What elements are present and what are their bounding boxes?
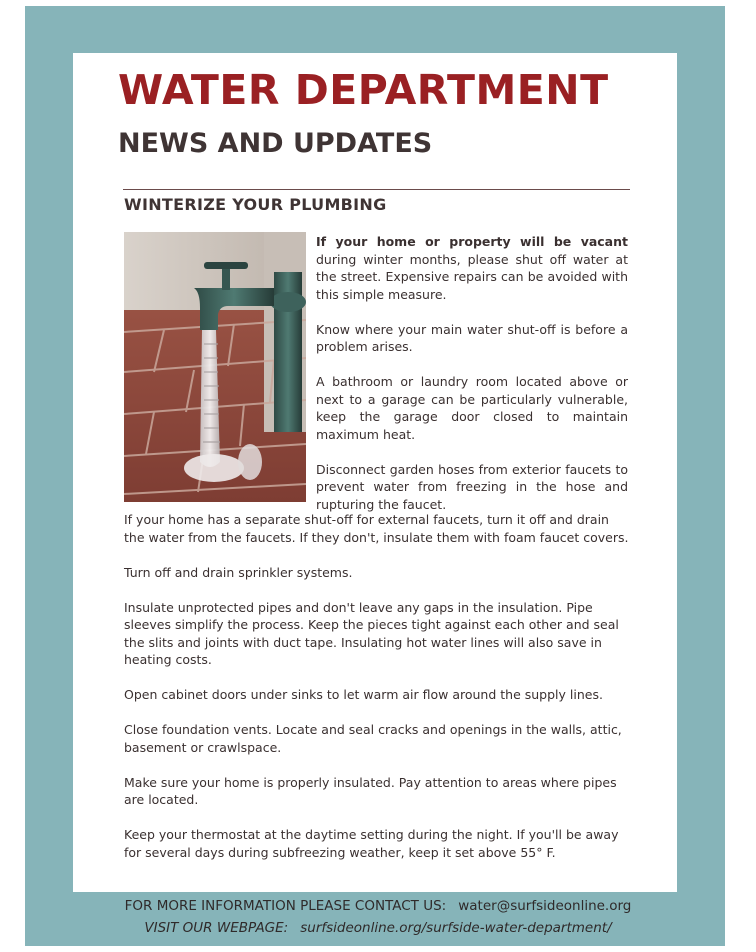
cabinet-doors-paragraph: Open cabinet doors under sinks to let warm air flow around the supply lines. xyxy=(124,687,603,702)
vacant-property-text: during winter months, please shut off water at the street. Expensive repairs can be avoided with this simple measure. xyxy=(316,251,628,302)
home-insulation-paragraph: Make sure your home is properly insulated. Pay attention to areas where pipes are located. xyxy=(124,774,617,807)
frozen-faucet-illustration xyxy=(124,232,306,502)
page-title: WATER DEPARTMENT xyxy=(118,66,609,114)
webpage-line xyxy=(0,920,756,936)
shutoff-paragraph: Know where your main water shut-off is before a problem arises. xyxy=(316,321,628,354)
garage-paragraph: A bathroom or laundry room located above or next to a garage can be particularly vulnerable, keep the garage door closed to maintain maximum heat. xyxy=(316,374,628,442)
vacant-property-paragraph xyxy=(316,233,628,303)
contact-line xyxy=(0,898,756,914)
frozen-faucet-photo xyxy=(124,232,306,502)
intro-column xyxy=(316,233,628,531)
external-faucets-paragraph: If your home has a separate shut-off for external faucets, turn it off and drain the water from the faucets. If they don't, insulate them with foam faucet covers. xyxy=(124,512,629,545)
foundation-vents-paragraph: Close foundation vents. Locate and seal cracks and openings in the walls, attic, basement or crawlspace. xyxy=(124,722,622,755)
heading-divider xyxy=(123,189,630,190)
garden-hose-paragraph: Disconnect garden hoses from exterior faucets to prevent water from freezing in the hose and rupturing the faucet. xyxy=(316,461,628,512)
tips-column xyxy=(124,511,629,879)
webpage-link[interactable]: surfsideonline.org/surfside-water-department/ xyxy=(300,920,612,936)
section-heading: WINTERIZE YOUR PLUMBING xyxy=(124,195,387,214)
insulate-pipes-paragraph: Insulate unprotected pipes and don't leave any gaps in the insulation. Pipe sleeves simplify the process. Keep the pieces tight against each other and seal the slits and joints with duct tape. Insulating hot water lines will also save in heating costs. xyxy=(124,599,619,667)
page-subtitle: NEWS AND UPDATES xyxy=(118,128,433,159)
webpage-label: VISIT OUR WEBPAGE: xyxy=(144,920,289,936)
vacant-property-lead: If your home or property will be vacant xyxy=(316,234,628,249)
contact-email-link[interactable]: water@surfsideonline.org xyxy=(458,898,632,914)
thermostat-paragraph: Keep your thermostat at the daytime setting during the night. If you'll be away for several days during subfreezing weather, keep it set above 55° F. xyxy=(124,827,619,860)
sprinkler-paragraph: Turn off and drain sprinkler systems. xyxy=(124,564,353,580)
contact-label: FOR MORE INFORMATION PLEASE CONTACT US: xyxy=(124,898,447,914)
